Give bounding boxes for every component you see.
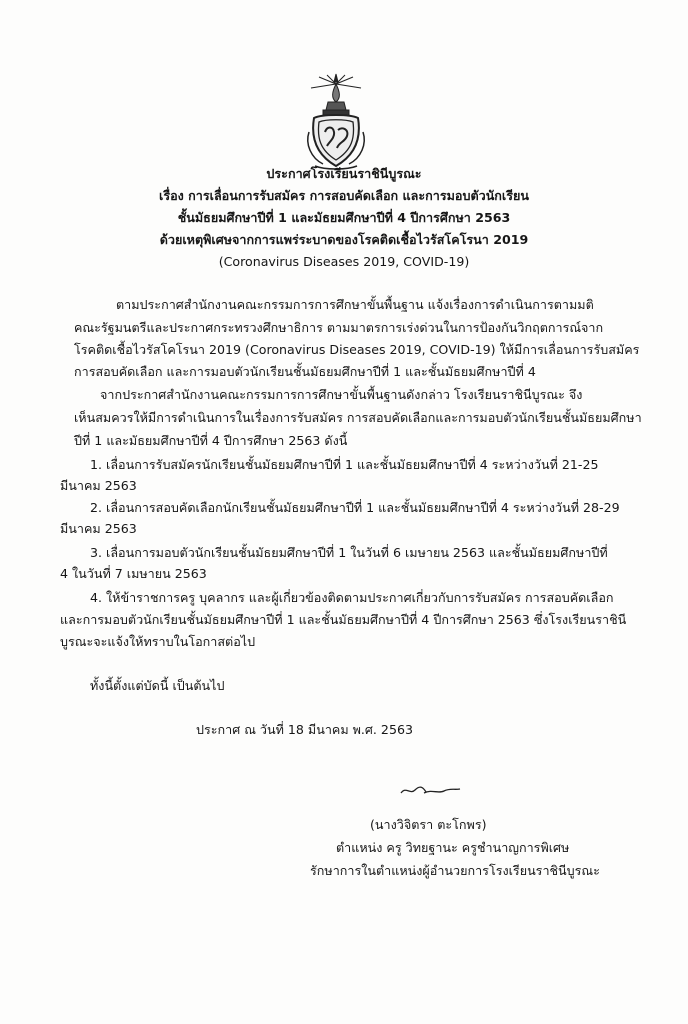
paragraph-2-line-2: เห็นสมควรให้มีการดำเนินการในเรื่องการรับสมัคร การสอบคัดเลือกและการมอบตัวนักเรียนชั้นมัธยมศึกษา bbox=[74, 410, 642, 425]
closing-statement: ทั้งนี้ตั้งแต่บัดนี้ เป็นต้นไป bbox=[90, 678, 225, 693]
announcement-reason: ด้วยเหตุพิเศษจากการแพร่ระบาดของโรคติดเชื้อไวรัสโคโรนา 2019 bbox=[159, 232, 529, 247]
item-4-line-1: 4. ให้ข้าราชการครู บุคลากร และผู้เกี่ยวข้องติดตามประกาศเกี่ยวกับการรับสมัคร การสอบคัดเลือก bbox=[90, 590, 614, 605]
item-3-line-2: 4 ในวันที่ 7 เมษายน 2563 bbox=[60, 566, 207, 581]
announcement-english-title: (Coronavirus Diseases 2019, COVID-19) bbox=[218, 254, 470, 269]
item-2-line-2: มีนาคม 2563 bbox=[60, 521, 137, 536]
paragraph-1-line-4: การสอบคัดเลือก และการมอบตัวนักเรียนชั้นมัธยมศึกษาปีที่ 1 และชั้นมัธยมศึกษาปีที่ 4 bbox=[74, 364, 536, 379]
announcement-date: ประกาศ ณ วันที่ 18 มีนาคม พ.ศ. 2563 bbox=[196, 722, 413, 737]
paragraph-2-line-1: จากประกาศสำนักงานคณะกรรมการการศึกษาขั้นพื้นฐานดังกล่าว โรงเรียนราชินีบูรณะ จึง bbox=[100, 387, 583, 402]
item-1-line-1: 1. เลื่อนการรับสมัครนักเรียนชั้นมัธยมศึกษาปีที่ 1 และชั้นมัธยมศึกษาปีที่ 4 ระหว่างวันที่ 21-25 bbox=[90, 457, 599, 472]
announcement-subject: เรื่อง การเลื่อนการรับสมัคร การสอบคัดเลือก และการมอบตัวนักเรียน bbox=[159, 188, 529, 203]
paragraph-1-line-2: คณะรัฐมนตรีและประกาศกระทรวงศึกษาธิการ ตามมาตรการเร่งด่วนในการป้องกันวิกฤตการณ์จาก bbox=[74, 320, 604, 335]
item-2-line-1: 2. เลื่อนการสอบคัดเลือกนักเรียนชั้นมัธยมศึกษาปีที่ 1 และชั้นมัธยมศึกษาปีที่ 4 ระหว่างวันที่ 28-29 bbox=[90, 500, 620, 515]
item-4-line-2: และการมอบตัวนักเรียนชั้นมัธยมศึกษาปีที่ 1 และชั้นมัธยมศึกษาปีที่ 4 ปีการศึกษา 2563 ซึ่งโรงเรียนราชินี bbox=[60, 612, 627, 627]
paragraph-1-line-3: โรคติดเชื้อไวรัสโคโรนา 2019 (Coronavirus Diseases 2019, COVID-19) ให้มีการเลื่อนการรับสมัคร bbox=[74, 342, 640, 357]
signature-mark bbox=[398, 782, 462, 800]
paragraph-1-line-1: ตามประกาศสำนักงานคณะกรรมการการศึกษาขั้นพื้นฐาน แจ้งเรื่องการดำเนินการตามมติ bbox=[116, 297, 594, 312]
item-1-line-2: มีนาคม 2563 bbox=[60, 478, 137, 493]
item-4-line-3: บูรณะจะแจ้งให้ทราบในโอกาสต่อไป bbox=[60, 634, 256, 649]
signer-acting-role: รักษาการในตำแหน่งผู้อำนวยการโรงเรียนราชินีบูรณะ bbox=[310, 863, 600, 878]
signer-name: (นางวิจิตรา ตะโกพร) bbox=[370, 817, 487, 832]
school-crest-icon bbox=[301, 72, 371, 172]
item-3-line-1: 3. เลื่อนการมอบตัวนักเรียนชั้นมัธยมศึกษาปีที่ 1 ในวันที่ 6 เมษายน 2563 และชั้นมัธยมศึกษาปีที่ bbox=[90, 545, 608, 560]
announcement-levels: ชั้นมัธยมศึกษาปีที่ 1 และมัธยมศึกษาปีที่ 4 ปีการศึกษา 2563 bbox=[177, 210, 511, 225]
announcement-title: ประกาศโรงเรียนราชินีบูรณะ bbox=[266, 166, 422, 181]
paragraph-2-line-3: ปีที่ 1 และมัธยมศึกษาปีที่ 4 ปีการศึกษา 2563 ดังนี้ bbox=[74, 433, 348, 448]
signer-position: ตำแหน่ง ครู วิทยฐานะ ครูชำนาญการพิเศษ bbox=[336, 840, 570, 855]
